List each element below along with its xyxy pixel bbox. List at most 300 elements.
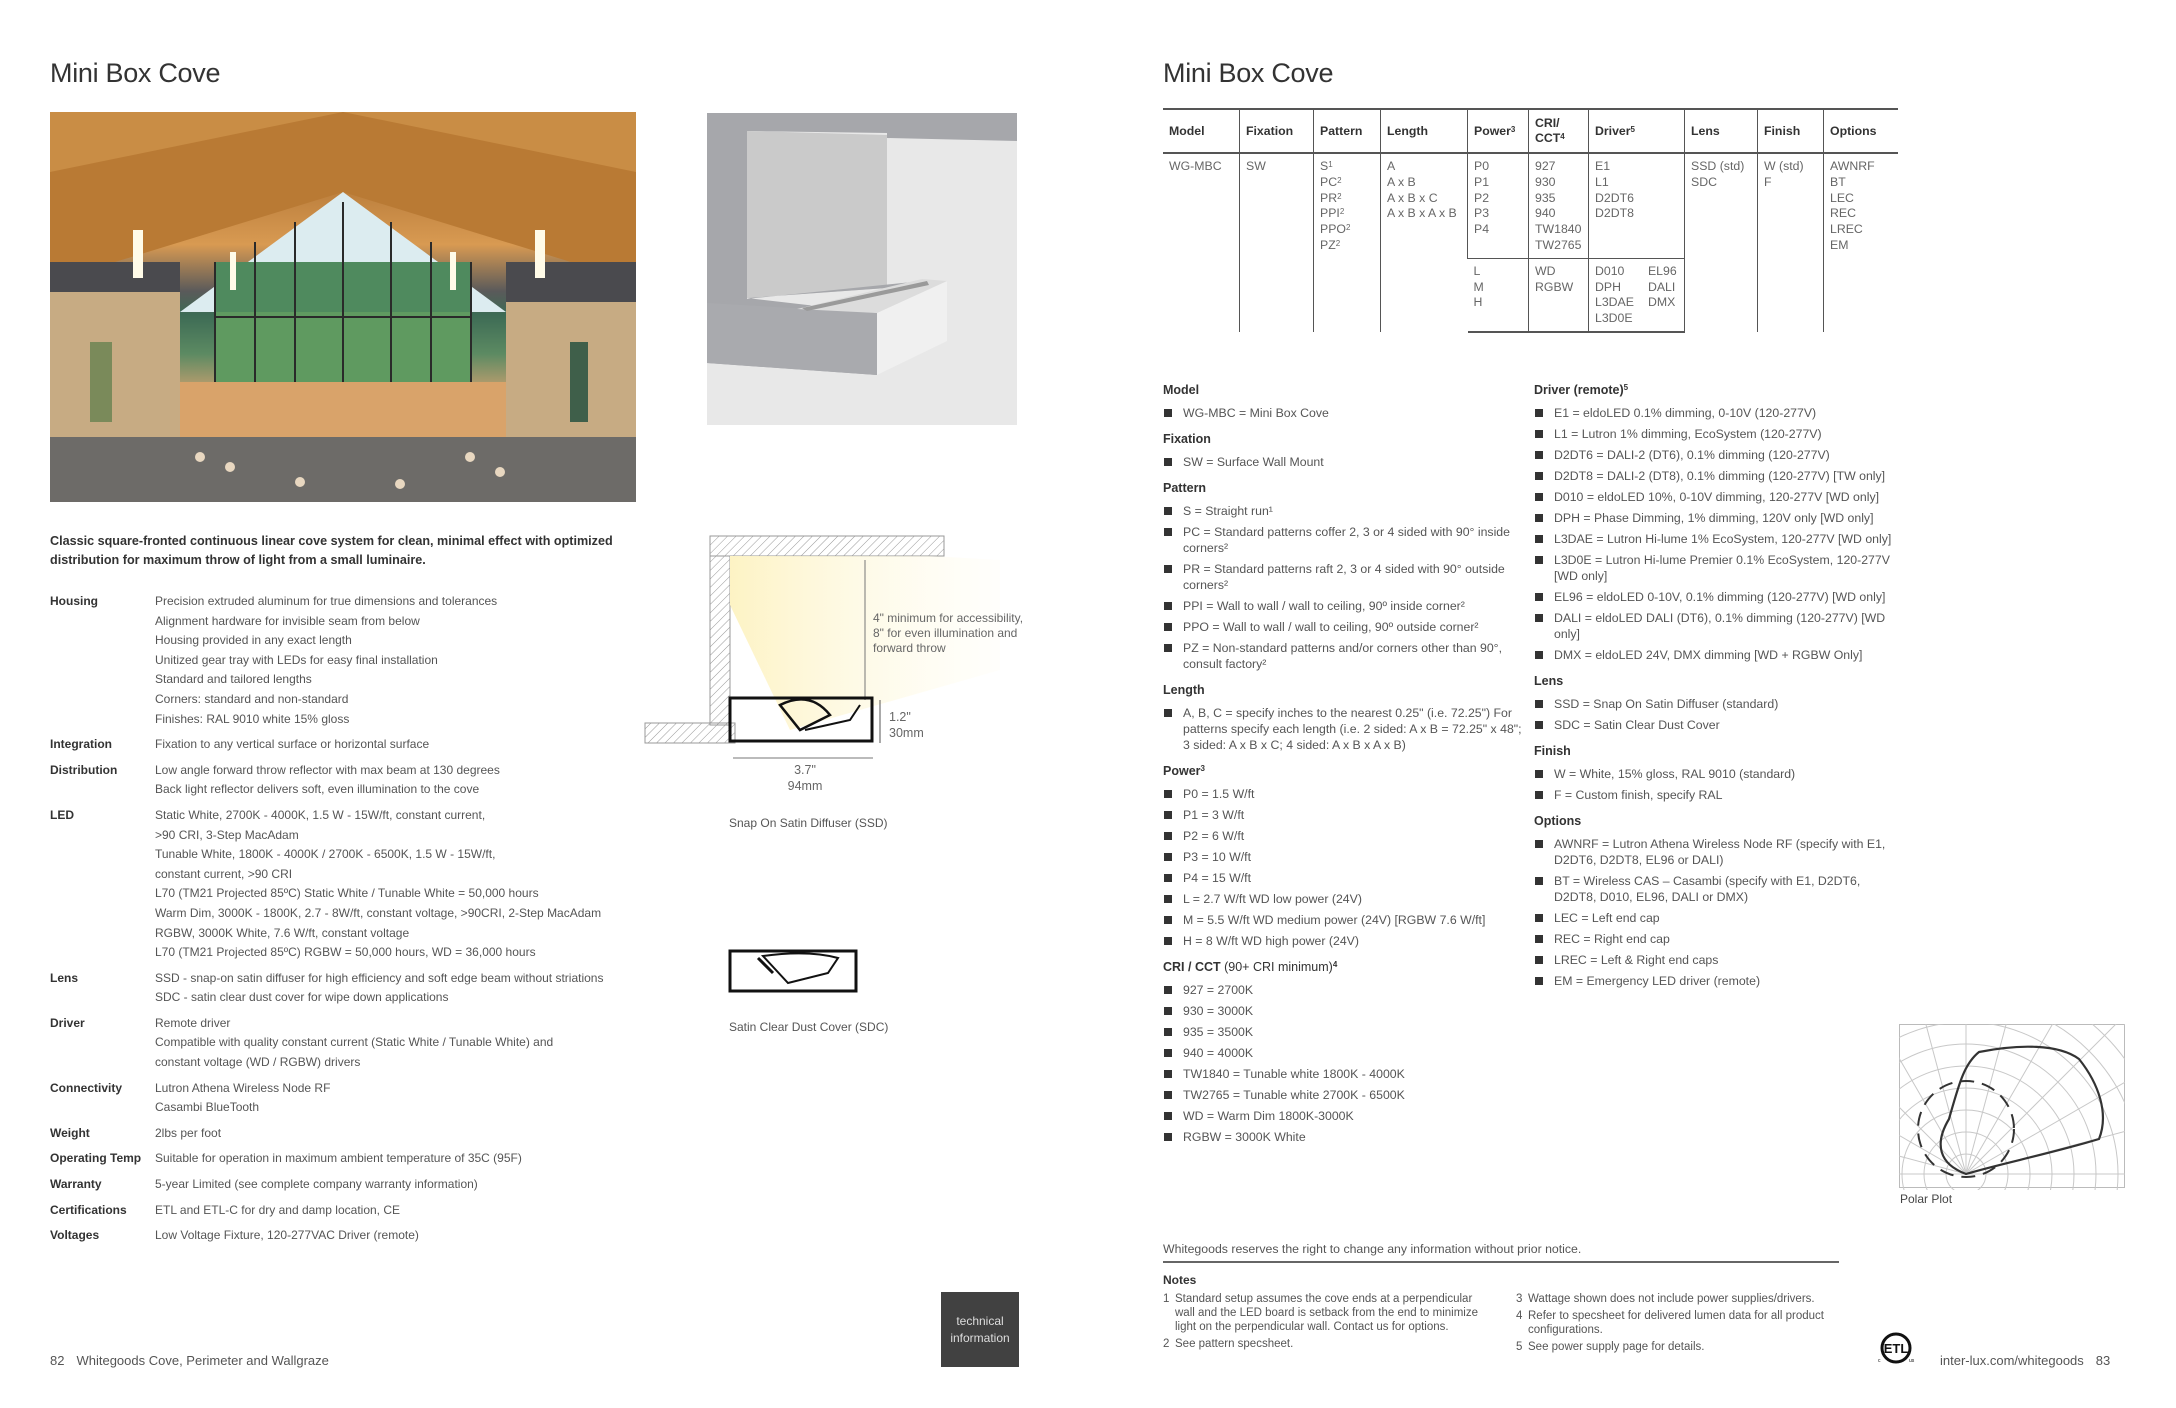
table-code: P2 — [1474, 190, 1490, 205]
footnote-ref: 2 — [1337, 191, 1342, 201]
legend-heading: Finish — [1534, 744, 1571, 758]
legend-item — [1163, 561, 1523, 593]
legend-item-text: DALI = eldoLED DALI (DT6), 0.1% dimming (120-277V) [WD only] — [1554, 611, 1886, 641]
table-code: SW — [1246, 159, 1266, 173]
legend-item-text: F = Custom finish, specify RAL — [1554, 788, 1723, 802]
legend-item-text: PR = Standard patterns raft 2, 3 or 4 sided with 90° outside corners² — [1183, 562, 1505, 592]
footnote-number: 3 — [1516, 1293, 1523, 1305]
column-header: Driver$^5$ — [1589, 109, 1685, 153]
spec-line: Low Voltage Fixture, 120-277VAC Driver (remote) — [155, 1228, 419, 1243]
website-link[interactable]: inter-lux.com/whitegoods — [1940, 1353, 2084, 1368]
legend-item — [1163, 912, 1523, 928]
legend-item — [1163, 705, 1523, 753]
tab-label-line: technical — [956, 1313, 1004, 1328]
legend-item-text: H = 8 W/ft WD high power (24V) — [1183, 934, 1359, 948]
table-code: E1 — [1595, 159, 1611, 173]
legend-item — [1534, 589, 1904, 605]
left-footer — [50, 1353, 341, 1368]
footnote-number: 5 — [1516, 1341, 1523, 1353]
table-code: D2DT6 — [1595, 190, 1634, 205]
legend-heading: Pattern — [1163, 481, 1207, 495]
legend-item-text: LREC = Left & Right end caps — [1554, 953, 1719, 967]
legend-item — [1534, 510, 1904, 526]
table-code: $S^1$ — [1320, 159, 1333, 173]
clearance-note-line: forward throw — [873, 641, 946, 655]
legend-item-text: D2DT6 = DALI-2 (DT6), 0.1% dimming (120-277V) — [1554, 448, 1830, 462]
legend-item-text: AWNRF = Lutron Athena Wireless Node RF (specify with E1, D2DT6, D2DT8, EL96 or DALI) — [1554, 837, 1886, 867]
footnote — [1516, 1309, 1846, 1337]
legend-item — [1534, 910, 1904, 926]
table-code: DMX — [1647, 295, 1676, 310]
legend-item — [1163, 503, 1523, 519]
driver-cell — [1589, 153, 1685, 258]
spec-lines — [155, 1149, 522, 1169]
footnote-text: See power supply page for details. — [1528, 1341, 1705, 1353]
page-number-left: 82 — [50, 1353, 65, 1368]
bullet-icon — [1164, 1112, 1172, 1120]
legend-list — [1534, 405, 1904, 663]
length-cell — [1381, 153, 1468, 332]
spec-row — [50, 806, 650, 963]
column-header: Fixation — [1240, 109, 1314, 153]
table-code: REC — [1830, 206, 1856, 221]
legend-item — [1534, 787, 1904, 803]
legend-item-text: 930 = 3000K — [1183, 1004, 1254, 1018]
table-code: $PC^2$ — [1320, 174, 1342, 189]
table-code: H — [1473, 295, 1483, 310]
bullet-icon — [1164, 709, 1172, 717]
ssd-section-drawing — [640, 530, 1070, 790]
bullet-icon — [1535, 877, 1543, 885]
spec-label: Housing — [50, 594, 98, 608]
technical-information-tab[interactable] — [941, 1292, 1019, 1367]
table-code: L1 — [1595, 174, 1609, 189]
spec-row — [50, 1014, 650, 1073]
spec-lines — [155, 1226, 419, 1246]
spec-row — [50, 1226, 650, 1246]
legend-list — [1534, 836, 1904, 989]
finish-cell — [1758, 153, 1824, 332]
etl-certification-icon — [1876, 1332, 1916, 1368]
legend-item — [1534, 873, 1904, 905]
spec-line: Finishes: RAL 9010 white 15% gloss — [155, 711, 350, 726]
legend-item-text: D010 = eldoLED 10%, 0-10V dimming, 120-277V [WD only] — [1554, 490, 1880, 504]
legend-item-text: 940 = 4000K — [1183, 1046, 1254, 1060]
legend-item — [1534, 931, 1904, 947]
code-legend-left — [1163, 372, 1523, 1150]
legend-item — [1534, 405, 1904, 421]
clearance-note — [873, 611, 1023, 656]
bullet-icon — [1535, 914, 1543, 922]
spec-lines — [155, 592, 497, 729]
legend-item — [1163, 933, 1523, 949]
column-header: Model — [1163, 109, 1240, 153]
legend-item-text: SSD = Snap On Satin Diffuser (standard) — [1554, 697, 1779, 711]
table-code: 930 — [1535, 174, 1556, 189]
bullet-icon — [1535, 935, 1543, 943]
column-header: Power$^3$ — [1468, 109, 1529, 153]
legend-item — [1534, 766, 1904, 782]
spec-line: L70 (TM21 Projected 85ºC) RGBW = 50,000 hours, WD = 36,000 hours — [155, 945, 536, 960]
footnote-ref: 4 — [1560, 132, 1565, 141]
model-cell — [1163, 153, 1240, 332]
legend-item-text: P4 = 15 W/ft — [1183, 871, 1252, 885]
bullet-icon — [1535, 593, 1543, 601]
table-code: D010 — [1595, 263, 1625, 278]
bullet-icon — [1535, 472, 1543, 480]
footnote — [1516, 1292, 1846, 1306]
legend-item — [1163, 1129, 1523, 1145]
column-header: Pattern — [1314, 109, 1381, 153]
clearance-note-line: 8" for even illumination and — [873, 626, 1018, 640]
bullet-icon — [1535, 614, 1543, 622]
spec-row — [50, 1124, 650, 1144]
height-mm: 30mm — [889, 726, 924, 740]
bullet-icon — [1535, 451, 1543, 459]
table-code: P0 — [1474, 159, 1490, 173]
legend-item-text: PC = Standard patterns coffer 2, 3 or 4 sided with 90° inside corners² — [1183, 525, 1510, 555]
column-header: Lens — [1685, 109, 1758, 153]
legend-item — [1163, 828, 1523, 844]
legend-item — [1163, 982, 1523, 998]
table-code: PPO$^2$ — [1320, 222, 1351, 237]
table-code: P4 — [1474, 222, 1490, 237]
spec-row — [50, 735, 650, 755]
ordering-table — [1163, 108, 1898, 333]
legend-item-text: P1 = 3 W/ft — [1183, 808, 1245, 822]
table-code: DALI — [1647, 279, 1676, 294]
table-code: TW2765 — [1535, 237, 1582, 252]
legend-item — [1163, 1024, 1523, 1040]
legend-item — [1163, 786, 1523, 802]
table-code: TW1840 — [1535, 222, 1582, 237]
legend-item-text: WG-MBC = Mini Box Cove — [1183, 406, 1329, 420]
cross-section-diagram — [640, 530, 1070, 790]
bullet-icon — [1535, 514, 1543, 522]
legend-item — [1163, 640, 1523, 672]
bullet-icon — [1164, 1070, 1172, 1078]
spec-line: Warm Dim, 3000K - 1800K, 2.7 - 8W/ft, constant voltage, >90CRI, 2-Step MacAdam — [155, 905, 602, 920]
bullet-icon — [1535, 430, 1543, 438]
spec-label: Connectivity — [50, 1080, 123, 1095]
table-code: DPH — [1595, 279, 1621, 294]
polar-plot — [1899, 1024, 2125, 1195]
footnote-ref: 2 — [1337, 175, 1342, 185]
legend-item — [1534, 647, 1904, 663]
bullet-icon — [1535, 840, 1543, 848]
legend-heading: CRI / CCT (90+ CRI minimum)$^4$ — [1163, 960, 1338, 974]
footnote-ref: 4 — [1332, 960, 1338, 969]
svg-text:ETL: ETL — [1883, 1341, 1909, 1356]
bullet-icon — [1535, 791, 1543, 799]
bullet-icon — [1164, 832, 1172, 840]
spec-line: Low angle forward throw reflector with max beam at 130 degrees — [155, 762, 500, 777]
legend-item — [1163, 1045, 1523, 1061]
legend-heading: Driver (remote)$^5$ — [1534, 383, 1629, 397]
left-page-title: Mini Box Cove — [50, 58, 221, 88]
page-number-right: 83 — [2095, 1353, 2111, 1368]
spec-lines — [155, 969, 603, 1008]
legend-item — [1163, 891, 1523, 907]
legend-item — [1534, 973, 1904, 989]
section-name: Whitegoods Cove, Perimeter and Wallgraze — [76, 1353, 329, 1368]
table-code: PPI$^2$ — [1320, 206, 1345, 221]
spec-row — [50, 1175, 650, 1195]
legend-item-text: SDC = Satin Clear Dust Cover — [1554, 718, 1720, 732]
spec-row — [50, 1079, 650, 1118]
footnote-number: 2 — [1163, 1338, 1170, 1350]
table-code: LEC — [1830, 190, 1854, 205]
spec-line: Precision extruded aluminum for true dimensions and tolerances — [155, 594, 498, 608]
spec-lines — [155, 806, 601, 963]
cct-cell — [1529, 153, 1589, 258]
spec-line: >90 CRI, 3-Step MacAdam — [155, 827, 299, 842]
svg-text:c: c — [1878, 1358, 1881, 1364]
legend-item — [1163, 1108, 1523, 1124]
table-code: W (std) — [1764, 159, 1804, 173]
spec-row — [50, 592, 650, 729]
footnote — [1516, 1340, 1846, 1354]
spec-label: Lens — [50, 970, 79, 985]
disclaimer: Whitegoods reserves the right to change any information without prior notice. — [1163, 1242, 1839, 1263]
spec-line: constant voltage (WD / RGBW) drivers — [155, 1055, 361, 1070]
table-code: M — [1473, 279, 1484, 294]
driver-wd-cell — [1589, 258, 1685, 332]
spec-line: ETL and ETL-C for dry and damp location, CE — [155, 1202, 401, 1217]
spec-line: Remote driver — [155, 1015, 231, 1030]
bullet-icon — [1164, 644, 1172, 652]
cove-render-image — [707, 113, 1017, 425]
table-code: 927 — [1535, 159, 1556, 173]
legend-item-text: L3D0E = Lutron Hi-lume Premier 0.1% EcoSystem, 120-277V [WD only] — [1554, 553, 1890, 583]
right-footer — [1928, 1353, 2110, 1368]
bullet-icon — [1535, 770, 1543, 778]
spec-label: Voltages — [50, 1228, 100, 1243]
footnote-ref: 5 — [1630, 124, 1635, 134]
legend-item — [1534, 717, 1904, 733]
bullet-icon — [1164, 409, 1172, 417]
spec-lines — [155, 1175, 478, 1195]
etl-logo — [1876, 1332, 1916, 1373]
spec-line: 2lbs per foot — [155, 1125, 222, 1140]
legend-item-text: DPH = Phase Dimming, 1% dimming, 120V only [WD only] — [1554, 511, 1874, 525]
legend-item-text: TW2765 = Tunable white 2700K - 6500K — [1183, 1088, 1405, 1102]
legend-item — [1534, 468, 1904, 484]
legend-item — [1163, 870, 1523, 886]
bullet-icon — [1535, 493, 1543, 501]
table-code: $PR^2$ — [1320, 190, 1342, 205]
legend-item-text: REC = Right end cap — [1554, 932, 1670, 946]
spec-lines — [155, 761, 500, 800]
svg-text:us: us — [1909, 1358, 1915, 1364]
footnote-ref: 2 — [1339, 207, 1345, 217]
spec-line: Casambi BlueTooth — [155, 1100, 260, 1115]
table-code: F — [1764, 174, 1772, 189]
legend-item-text: EM = Emergency LED driver (remote) — [1554, 974, 1761, 988]
legend-heading-note: (90+ CRI minimum) — [1220, 960, 1333, 974]
legend-heading: Length — [1163, 683, 1205, 697]
legend-item-text: S = Straight run¹ — [1183, 504, 1273, 518]
ssd-caption: Snap On Satin Diffuser (SSD) — [729, 816, 888, 830]
footnote — [1163, 1292, 1493, 1334]
spec-row — [50, 1201, 650, 1221]
table-code: WD — [1535, 263, 1556, 278]
legend-list — [1163, 454, 1523, 470]
spec-label: Certifications — [50, 1202, 127, 1217]
width-mm: 94mm — [787, 779, 823, 793]
table-code: P1 — [1474, 174, 1490, 189]
legend-list — [1163, 982, 1523, 1145]
right-page-title: Mini Box Cove — [1163, 58, 1334, 88]
bullet-icon — [1164, 853, 1172, 861]
footnote-number: 4 — [1516, 1310, 1523, 1322]
spec-line: L70 (TM21 Projected 85ºC) Static White / Tunable White = 50,000 hours — [155, 886, 539, 901]
bullet-icon — [1535, 556, 1543, 564]
table-code: D2DT8 — [1595, 206, 1634, 221]
legend-item — [1534, 696, 1904, 712]
spec-line: Unitized gear tray with LEDs for easy final installation — [155, 652, 438, 667]
legend-item-text: L3DAE = Lutron Hi-lume 1% EcoSystem, 120-277V [WD only] — [1554, 532, 1892, 546]
legend-item-text: P0 = 1.5 W/ft — [1183, 787, 1255, 801]
legend-item — [1534, 489, 1904, 505]
legend-item-text: SW = Surface Wall Mount — [1183, 455, 1324, 469]
legend-list — [1163, 503, 1523, 672]
spec-line: Back light reflector delivers soft, even illumination to the cove — [155, 782, 480, 797]
spec-label: Integration — [50, 737, 112, 752]
legend-item-text: L1 = Lutron 1% dimming, EcoSystem (120-277V) — [1554, 427, 1822, 441]
spec-row — [50, 969, 650, 1008]
bullet-icon — [1164, 1049, 1172, 1057]
spec-line: Alignment hardware for invisible seam from below — [155, 613, 420, 628]
footnote-text: Standard setup assumes the cove ends at a perpendicular wall and the LED board is setback from the end to minimize light on the perpendicular wall. Contact us for options. — [1175, 1293, 1478, 1333]
legend-item — [1534, 552, 1904, 584]
church-interior-image — [50, 112, 636, 502]
pattern-cell — [1314, 153, 1381, 332]
spec-row — [50, 761, 650, 800]
product-intro: Classic square-fronted continuous linear cove system for clean, minimal effect with optimized distribution for maximum throw of light from a small luminaire. — [50, 534, 613, 567]
legend-item-text: L = 2.7 W/ft WD low power (24V) — [1183, 892, 1362, 906]
table-code: A — [1387, 159, 1396, 173]
footnote-text: Wattage shown does not include power supplies/drivers. — [1528, 1293, 1815, 1305]
legend-item — [1534, 610, 1904, 642]
legend-item-text: BT = Wireless CAS – Casambi (specify with E1, D2DT6, D2DT8, D010, EL96, DALI or DMX) — [1554, 874, 1861, 904]
product-photo — [50, 112, 636, 502]
spec-lines — [155, 1201, 400, 1221]
spec-line: Corners: standard and non-standard — [155, 691, 349, 706]
bullet-icon — [1535, 409, 1543, 417]
bullet-icon — [1164, 458, 1172, 466]
spec-lines — [155, 1014, 553, 1073]
spec-lines — [155, 735, 429, 755]
legend-item — [1163, 1066, 1523, 1082]
table-code: SDC — [1691, 174, 1717, 189]
clearance-note-line: 4" minimum for accessibility, — [873, 611, 1024, 625]
bullet-icon — [1535, 700, 1543, 708]
tab-label-line: information — [950, 1330, 1010, 1345]
table-code: AWNRF — [1830, 159, 1875, 173]
legend-item-text: W = White, 15% gloss, RAL 9010 (standard) — [1554, 767, 1796, 781]
table-code: RGBW — [1535, 279, 1574, 294]
table-code: A x B x C — [1387, 190, 1438, 205]
legend-item — [1163, 1087, 1523, 1103]
legend-item — [1163, 405, 1523, 421]
table-code: L3D0E — [1595, 311, 1633, 326]
legend-item-text: PPO = Wall to wall / wall to ceiling, 90º outside corner² — [1183, 620, 1479, 634]
table-code: LREC — [1830, 222, 1863, 237]
polar-plot-chart — [1899, 1024, 2125, 1190]
table-code: 935 — [1535, 190, 1556, 205]
table-code: A x B x A x B — [1387, 206, 1457, 221]
table-code: WG-MBC — [1169, 159, 1222, 173]
table-code: P3 — [1474, 206, 1490, 221]
table-code: SSD (std) — [1691, 159, 1745, 173]
footnote-ref: 3 — [1200, 764, 1205, 773]
spec-line: Suitable for operation in maximum ambient temperature of 35C (95F) — [155, 1151, 522, 1166]
legend-list — [1163, 705, 1523, 753]
spec-line: Housing provided in any exact length — [155, 633, 352, 648]
width-inches: 3.7" — [794, 763, 816, 777]
spec-label: Driver — [50, 1015, 85, 1030]
spec-line: 5-year Limited (see complete company warranty information) — [155, 1177, 478, 1192]
cct-wd-cell — [1529, 258, 1589, 332]
spec-line: Fixation to any vertical surface or horizontal surface — [155, 737, 430, 752]
legend-item — [1163, 849, 1523, 865]
legend-item — [1163, 619, 1523, 635]
legend-item — [1534, 447, 1904, 463]
spec-line: constant current, >90 CRI — [155, 866, 293, 881]
table-code: EL96 — [1647, 263, 1677, 278]
legend-item — [1163, 454, 1523, 470]
bullet-icon — [1164, 1007, 1172, 1015]
legend-heading: Power$^3$ — [1163, 764, 1205, 778]
footnote-ref: 2 — [1335, 238, 1341, 248]
spec-label: LED — [50, 807, 74, 822]
table-code: 940 — [1535, 206, 1556, 221]
product-render — [707, 113, 1017, 425]
legend-item-text: DMX = eldoLED 24V, DMX dimming [WD + RGBW Only] — [1554, 648, 1863, 662]
legend-item-text: PPI = Wall to wall / wall to ceiling, 90º inside corner² — [1183, 599, 1465, 613]
legend-item — [1534, 426, 1904, 442]
spec-row — [50, 1149, 650, 1169]
legend-item-text: P3 = 10 W/ft — [1183, 850, 1252, 864]
footnote — [1163, 1337, 1493, 1351]
legend-list — [1534, 696, 1904, 733]
column-header: Options — [1824, 109, 1899, 153]
bullet-icon — [1164, 1091, 1172, 1099]
bullet-icon — [1535, 721, 1543, 729]
bullet-icon — [1164, 811, 1172, 819]
spec-lines — [155, 1124, 221, 1144]
footnote-ref: 2 — [1345, 223, 1351, 233]
legend-heading: Lens — [1534, 674, 1564, 688]
legend-list — [1534, 766, 1904, 803]
sdc-section-drawing — [728, 948, 858, 999]
spec-line: Compatible with quality constant current (Static White / Tunable White) and — [155, 1035, 554, 1050]
legend-item-text: P2 = 6 W/ft — [1183, 829, 1245, 843]
spec-line: Static White, 2700K - 4000K, 1.5 W - 15W/ft, constant current, — [155, 807, 486, 822]
table-code: L — [1473, 263, 1481, 278]
bullet-icon — [1164, 528, 1172, 536]
footnote-text: Refer to specsheet for delivered lumen data for all product configurations. — [1528, 1310, 1824, 1336]
column-header: Length — [1381, 109, 1468, 153]
legend-item-text: 927 = 2700K — [1183, 983, 1254, 997]
bullet-icon — [1164, 602, 1172, 610]
legend-item-text: EL96 = eldoLED 0-10V, 0.1% dimming (120-277V) [WD only] — [1554, 590, 1886, 604]
legend-list — [1163, 405, 1523, 421]
bullet-icon — [1164, 790, 1172, 798]
bullet-icon — [1164, 986, 1172, 994]
legend-item-text: TW1840 = Tunable white 1800K - 4000K — [1183, 1067, 1405, 1081]
